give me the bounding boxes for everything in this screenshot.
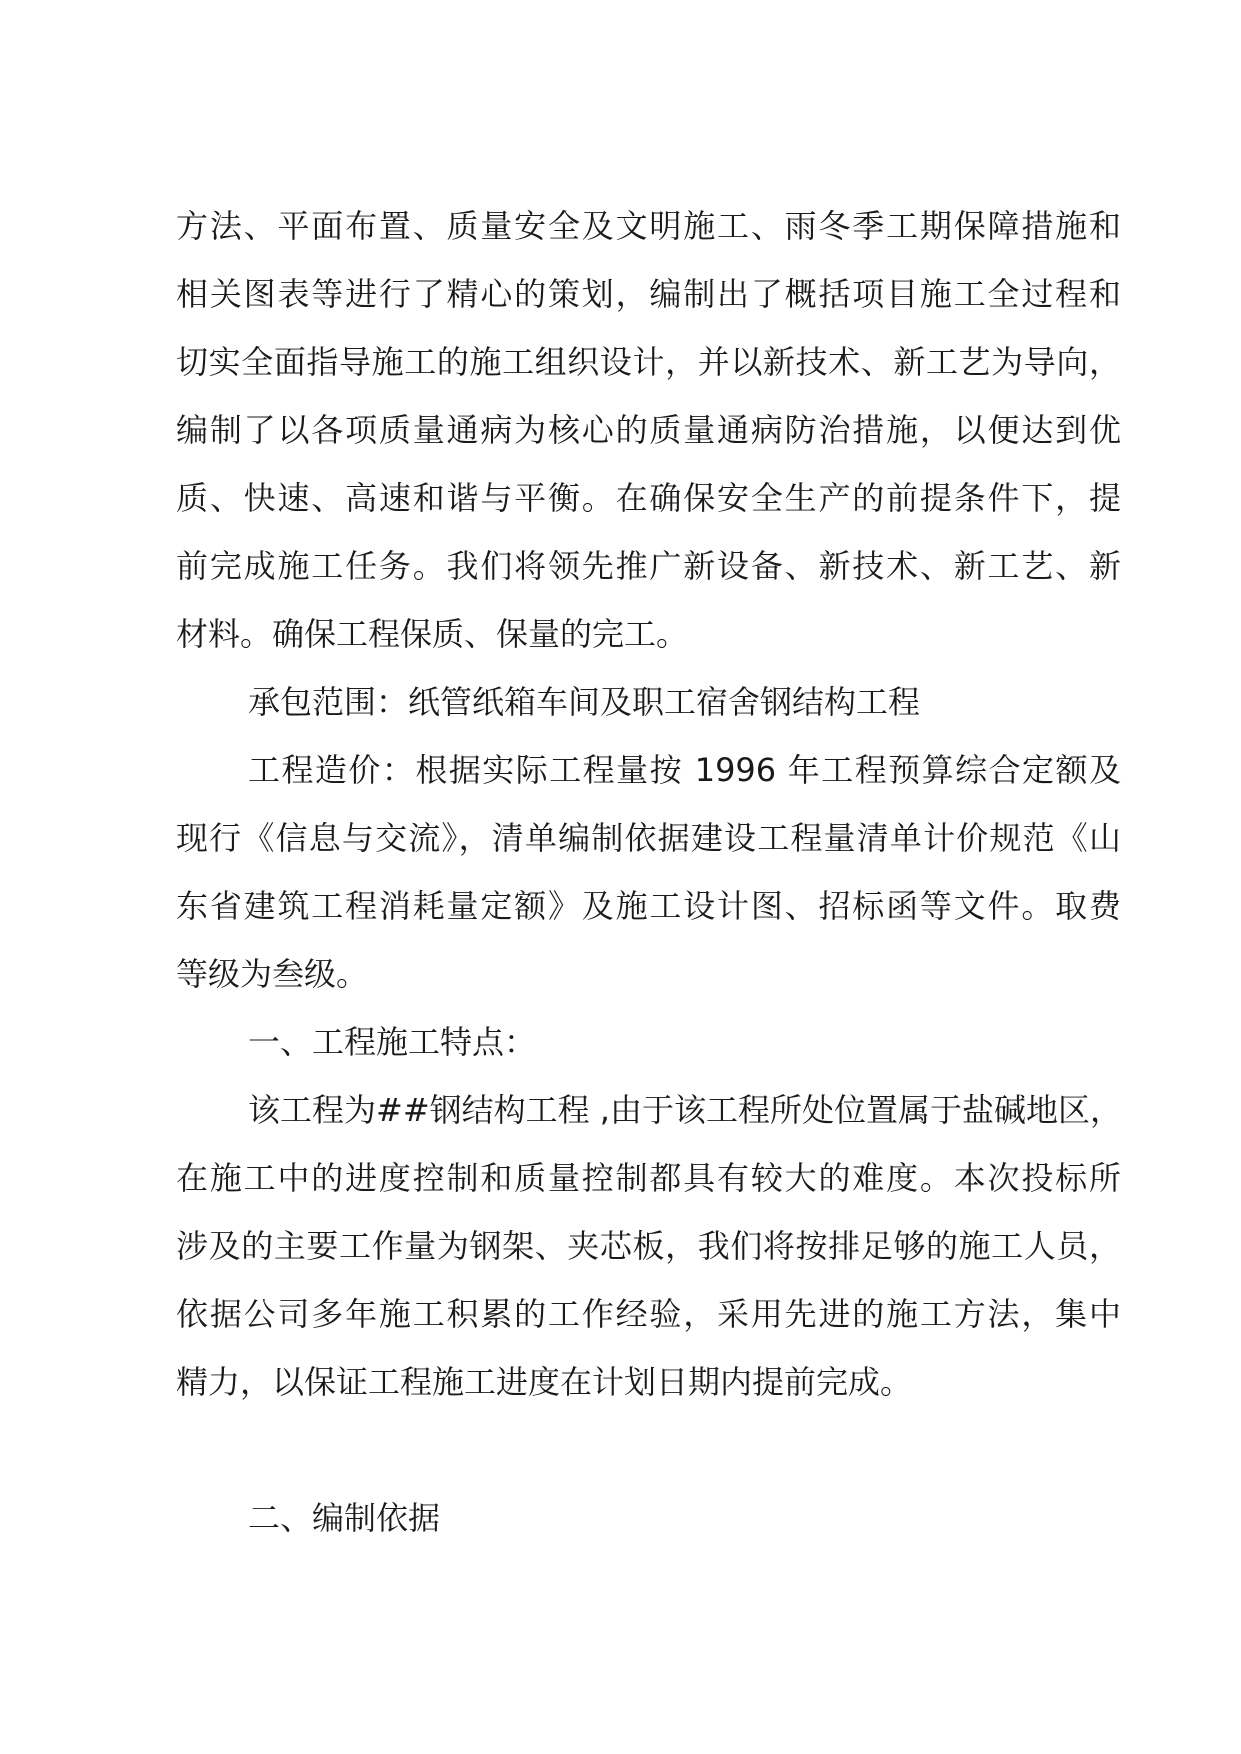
paragraph-line: 东省建筑工程消耗量定额》及施工设计图、招标函等文件。取费 xyxy=(176,887,1121,925)
spacer xyxy=(176,1416,1121,1484)
paragraph-line: 相关图表等进行了精心的策划，编制出了概括项目施工全过程和 xyxy=(176,275,1121,313)
document-body xyxy=(176,192,1121,1552)
section-heading-2: 二、编制依据 xyxy=(248,1499,441,1537)
paragraph-line: 材料。确保工程保质、保量的完工。 xyxy=(176,615,689,653)
paragraph-line: 切实全面指导施工的施工组织设计，并以新技术、新工艺为导向， xyxy=(176,343,1121,381)
paragraph-line: 该工程为##钢结构工程 ,由于该工程所处位置属于盐碱地区， xyxy=(248,1091,1122,1129)
paragraph-line: 依据公司多年施工积累的工作经验，采用先进的施工方法，集中 xyxy=(176,1295,1121,1333)
section-heading-1: 一、工程施工特点： xyxy=(248,1023,537,1061)
paragraph-line: 涉及的主要工作量为钢架、夹芯板，我们将按排足够的施工人员， xyxy=(176,1227,1121,1265)
paragraph-line: 等级为叁级。 xyxy=(176,955,369,993)
project-cost-line: 工程造价：根据实际工程量按 1996 年工程预算综合定额及 xyxy=(248,751,1121,789)
paragraph-line: 前完成施工任务。我们将领先推广新设备、新技术、新工艺、新 xyxy=(176,547,1121,585)
paragraph-line: 编制了以各项质量通病为核心的质量通病防治措施，以便达到优 xyxy=(176,411,1121,449)
paragraph-line: 质、快速、高速和谐与平衡。在确保安全生产的前提条件下，提 xyxy=(176,479,1121,517)
paragraph-line: 方法、平面布置、质量安全及文明施工、雨冬季工期保障措施和 xyxy=(176,207,1121,245)
paragraph-line: 在施工中的进度控制和质量控制都具有较大的难度。本次投标所 xyxy=(176,1159,1121,1197)
paragraph-line: 精力，以保证工程施工进度在计划日期内提前完成。 xyxy=(176,1363,913,1401)
contract-scope-line: 承包范围：纸管纸箱车间及职工宿舍钢结构工程 xyxy=(248,683,921,721)
paragraph-line: 现行《信息与交流》，清单编制依据建设工程量清单计价规范《山 xyxy=(176,819,1121,857)
